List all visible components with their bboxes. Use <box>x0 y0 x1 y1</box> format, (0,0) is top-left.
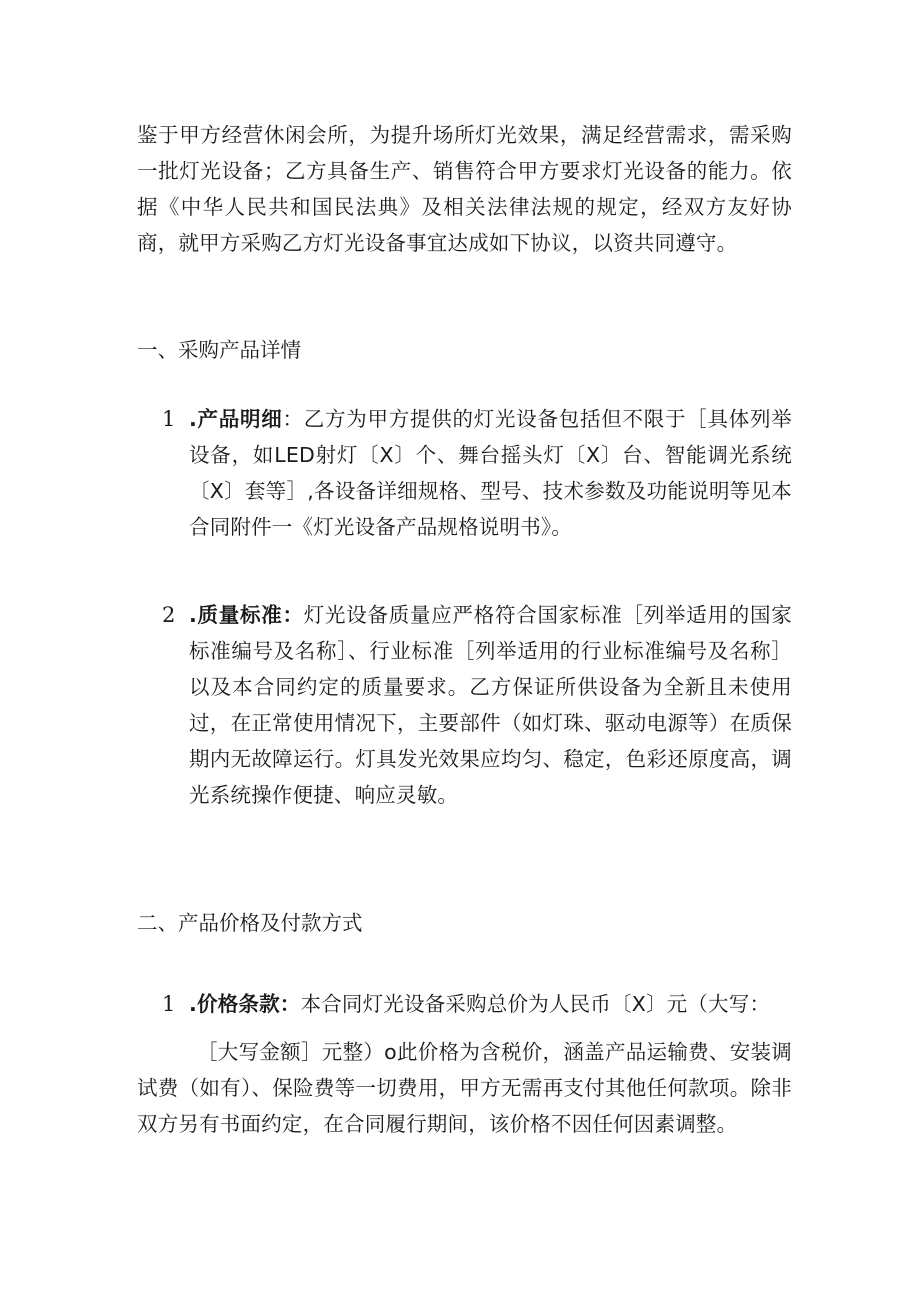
clause-text: 本合同灯光设备采购总价为人民币〔X〕元（大写： <box>300 992 771 1016</box>
price-terms-continuation: ［大写金额］元整）o此价格为含税价，涵盖产品运输费、安装调试费（如有）、保险费等一切费用，甲方无需再支付其他任何款项。除非双方另有书面约定，在合同履行期间，该价格不因任何因素调整。 <box>137 1040 792 1136</box>
clause-title: .产品明细 <box>189 407 283 431</box>
clause-number: 2 <box>162 603 176 627</box>
clause-price-terms <box>137 986 792 1022</box>
clause-title: .价格条款： <box>189 992 301 1016</box>
clause-title: .质量标准： <box>189 603 304 627</box>
clause-product-details <box>137 401 792 545</box>
section-heading-procurement-details: 一、采购产品详情 <box>137 338 301 362</box>
clause-quality-standard <box>137 597 792 813</box>
clause-text: ：乙方为甲方提供的灯光设备包括但不限于［具体列举设备，如LED射灯〔X〕个、舞台摇头灯〔X〕台、智能调光系统〔X〕套等］,各设备详细规格、型号、技术参数及功能说明等见本合同附件一《灯光设备产品规格说明书》。 <box>189 407 792 539</box>
clause-body <box>189 597 792 813</box>
clause-number: 1 <box>162 407 176 431</box>
section-heading-price-payment: 二、产品价格及付款方式 <box>137 911 363 935</box>
clause-text: 灯光设备质量应严格符合国家标准［列举适用的国家标准编号及名称］、行业标准［列举适用的行业标准编号及名称］以及本合同约定的质量要求。乙方保证所供设备为全新且未使用过，在正常使用情况下，主要部件（如灯珠、驱动电源等）在质保期内无故障运行。灯具发光效果应均匀、稳定，色彩还原度高，调光系统操作便捷、响应灵敏。 <box>189 603 792 807</box>
clause-body <box>189 401 792 545</box>
intro-paragraph: 鉴于甲方经营休闲会所，为提升场所灯光效果，满足经营需求，需采购一批灯光设备；乙方具备生产、销售符合甲方要求灯光设备的能力。依据《中华人民共和国民法典》及相关法律法规的规定，经双方友好协商，就甲方采购乙方灯光设备事宜达成如下协议，以资共同遵守。 <box>137 123 792 255</box>
clause-body <box>189 986 792 1022</box>
clause-number: 1 <box>162 992 176 1016</box>
